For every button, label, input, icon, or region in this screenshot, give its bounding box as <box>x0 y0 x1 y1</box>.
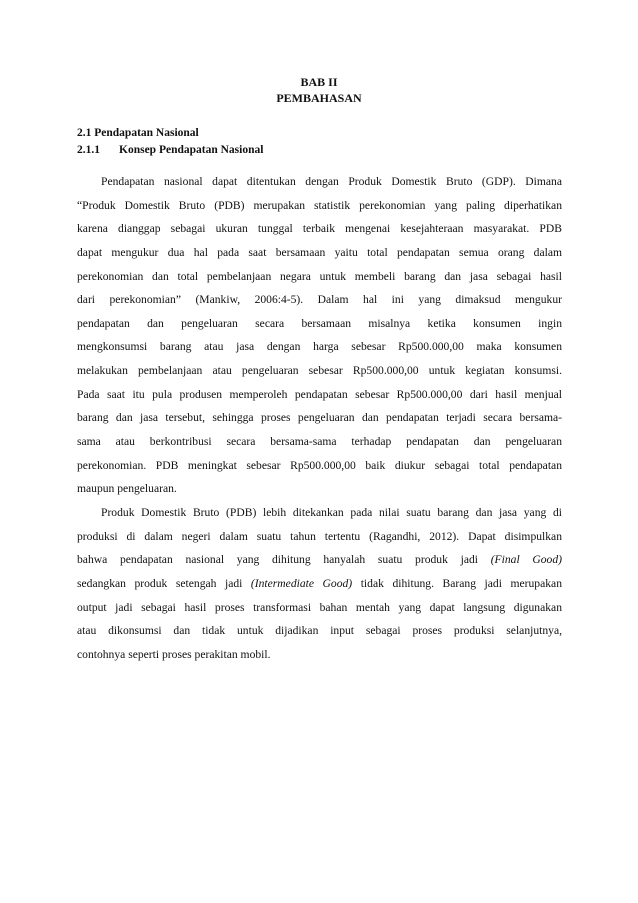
text-line: dari perekonomian” (Mankiw, 2006:4-5). Dalam hal ini yang dimaksud mengukur <box>77 293 562 307</box>
chapter-number: BAB II <box>300 75 338 89</box>
text-line: perekonomian. PDB meningkat sebesar Rp500.000,00 baik diukur sebagai total pendapatan <box>77 458 562 472</box>
text-line: Produk Domestik Bruto (PDB) lebih ditekankan pada nilai suatu barang dan jasa yang di <box>101 505 562 519</box>
section-heading: 2.1 Pendapatan Nasional <box>77 127 199 139</box>
text-line: sedangkan produk setengah jadi (Intermediate Good) tidak dihitung. Barang jadi merupakan <box>77 576 562 590</box>
text-line: barang dan jasa tersebut, sehingga proses pengeluaran dan pendapatan terjadi secara bersama- <box>77 411 562 425</box>
text-line: Pada saat itu pula produsen memperoleh pendapatan sebesar Rp500.000,00 dari hasil menjual <box>77 387 562 401</box>
text-line: karena dianggap sebagai ukuran tunggal terbaik mengenai kesejahteraan masyarakat. PDB <box>77 222 562 236</box>
text-line: perekonomian dan total pembelanjaan negara untuk membeli barang dan jasa sebagai hasil <box>77 269 562 283</box>
subsection-heading <box>77 144 263 156</box>
text-line: output jadi sebagai hasil proses transformasi bahan mentah yang dapat langsung digunakan <box>77 600 562 614</box>
italic-term: (Intermediate Good) <box>250 576 353 590</box>
text-line: melakukan pembelanjaan atau pengeluaran sebesar Rp500.000,00 untuk kegiatan konsumsi. <box>77 364 562 378</box>
text-line: bahwa pendapatan nasional yang dihitung hanyalah suatu produk jadi (Final Good) <box>77 553 562 567</box>
text-line: contohnya seperti proses perakitan mobil. <box>77 647 271 661</box>
text-line: dapat mengukur dua hal pada saat bersamaan yaitu total pendapatan semua orang dalam <box>77 245 562 259</box>
text-line: atau dikonsumsi dan tidak untuk dijadikan input sebagai proses produksi selanjutnya, <box>77 624 562 638</box>
text-line: Pendapatan nasional dapat ditentukan dengan Produk Domestik Bruto (GDP). Dimana <box>101 175 562 188</box>
text-line: pendapatan dan pengeluaran secara bersamaan misalnya ketika konsumen ingin <box>77 316 562 330</box>
subsection-number: 2.1.1 <box>77 144 100 156</box>
italic-term: (Final Good) <box>490 553 562 567</box>
paragraph-1 <box>77 170 562 501</box>
body-text <box>77 170 562 666</box>
text-line: sama atau berkontribusi secara bersama-sama terhadap pendapatan dan pengeluaran <box>77 435 562 449</box>
chapter-title: PEMBAHASAN <box>276 91 362 105</box>
text-line: produksi di dalam negeri dalam suatu tahun tertentu (Ragandhi, 2012). Dapat disimpulkan <box>77 529 562 543</box>
paragraph-2 <box>77 501 562 666</box>
text-line: “Produk Domestik Bruto (PDB) merupakan statistik perekonomian yang paling diperhatikan <box>77 198 562 212</box>
subsection-title: Konsep Pendapatan Nasional <box>119 144 264 156</box>
text-line: maupun pengeluaran. <box>77 482 177 496</box>
text-line: mengkonsumsi barang atau jasa dengan harga sebesar Rp500.000,00 maka konsumen <box>77 340 562 354</box>
